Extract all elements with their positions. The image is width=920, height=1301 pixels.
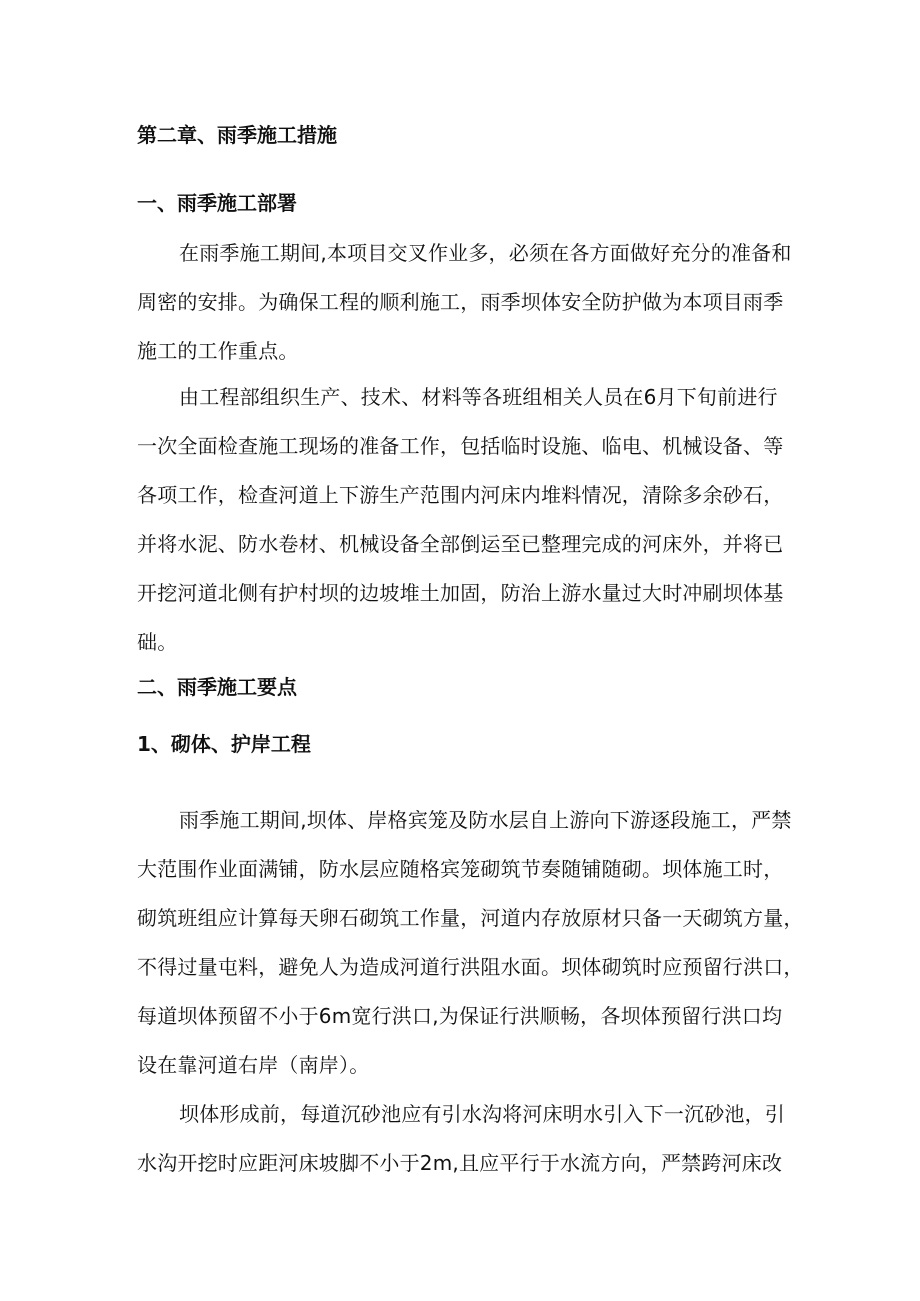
- text-line: 础。: [137, 630, 178, 654]
- section-heading-masonry: 1、砌体、护岸工程: [137, 732, 311, 756]
- text-line: 由工程部组织生产、技术、材料等各班组相关人员在6月下旬前进行: [179, 385, 778, 409]
- text-line: 各项工作，检查河道上下游生产范围内河床内堆料情况，清除多余砂石，: [137, 483, 784, 507]
- text-line: 雨季施工期间,坝体、岸格宾笼及防水层自上游向下游逐段施工，严禁: [179, 808, 792, 832]
- text-line: 设在靠河道右岸（南岸）。: [137, 1053, 370, 1077]
- text-line: 大范围作业面满铺，防水层应随格宾笼砌筑节奏随铺随砌。坝体施工时，: [137, 857, 784, 881]
- paragraph-deployment-2: [137, 373, 797, 667]
- paragraph-masonry-2: [137, 1090, 797, 1188]
- text-line: 施工的工作重点。: [137, 339, 299, 363]
- chapter-title: 第二章、雨季施工措施: [137, 123, 337, 147]
- text-line: 每道坝体预留不小于6m宽行洪口,为保证行洪顺畅，各坝体预留行洪口均: [137, 1004, 783, 1028]
- paragraph-deployment-1: [137, 229, 797, 376]
- text-line: 周密的安排。为确保工程的顺利施工，雨季坝体安全防护做为本项目雨季: [137, 290, 784, 314]
- text-line: 砌筑班组应计算每天卵石砌筑工作量，河道内存放原材只备一天砌筑方量，: [137, 906, 804, 930]
- text-line: 水沟开挖时应距河床坡脚不小于2m,且应平行于水流方向，严禁跨河床改: [137, 1151, 783, 1175]
- text-line: 开挖河道北侧有护村坝的边坡堆土加固，防治上游水量过大时冲刷坝体基: [137, 581, 784, 605]
- section-heading-key-points: 二、雨季施工要点: [137, 675, 297, 699]
- text-line: 一次全面检查施工现场的准备工作，包括临时设施、临电、机械设备、等: [137, 434, 784, 458]
- text-line: 并将水泥、防水卷材、机械设备全部倒运至已整理完成的河床外，并将已: [137, 532, 784, 556]
- paragraph-masonry-1: [137, 796, 804, 1090]
- section-heading-deployment: 一、雨季施工部署: [137, 191, 297, 215]
- text-line: 在雨季施工期间,本项目交叉作业多，必须在各方面做好充分的准备和: [179, 241, 792, 265]
- text-line: 坝体形成前，每道沉砂池应有引水沟将河床明水引入下一沉砂池，引: [179, 1102, 785, 1126]
- text-line: 不得过量屯料，避免人为造成河道行洪阻水面。坝体砌筑时应预留行洪口，: [137, 955, 804, 979]
